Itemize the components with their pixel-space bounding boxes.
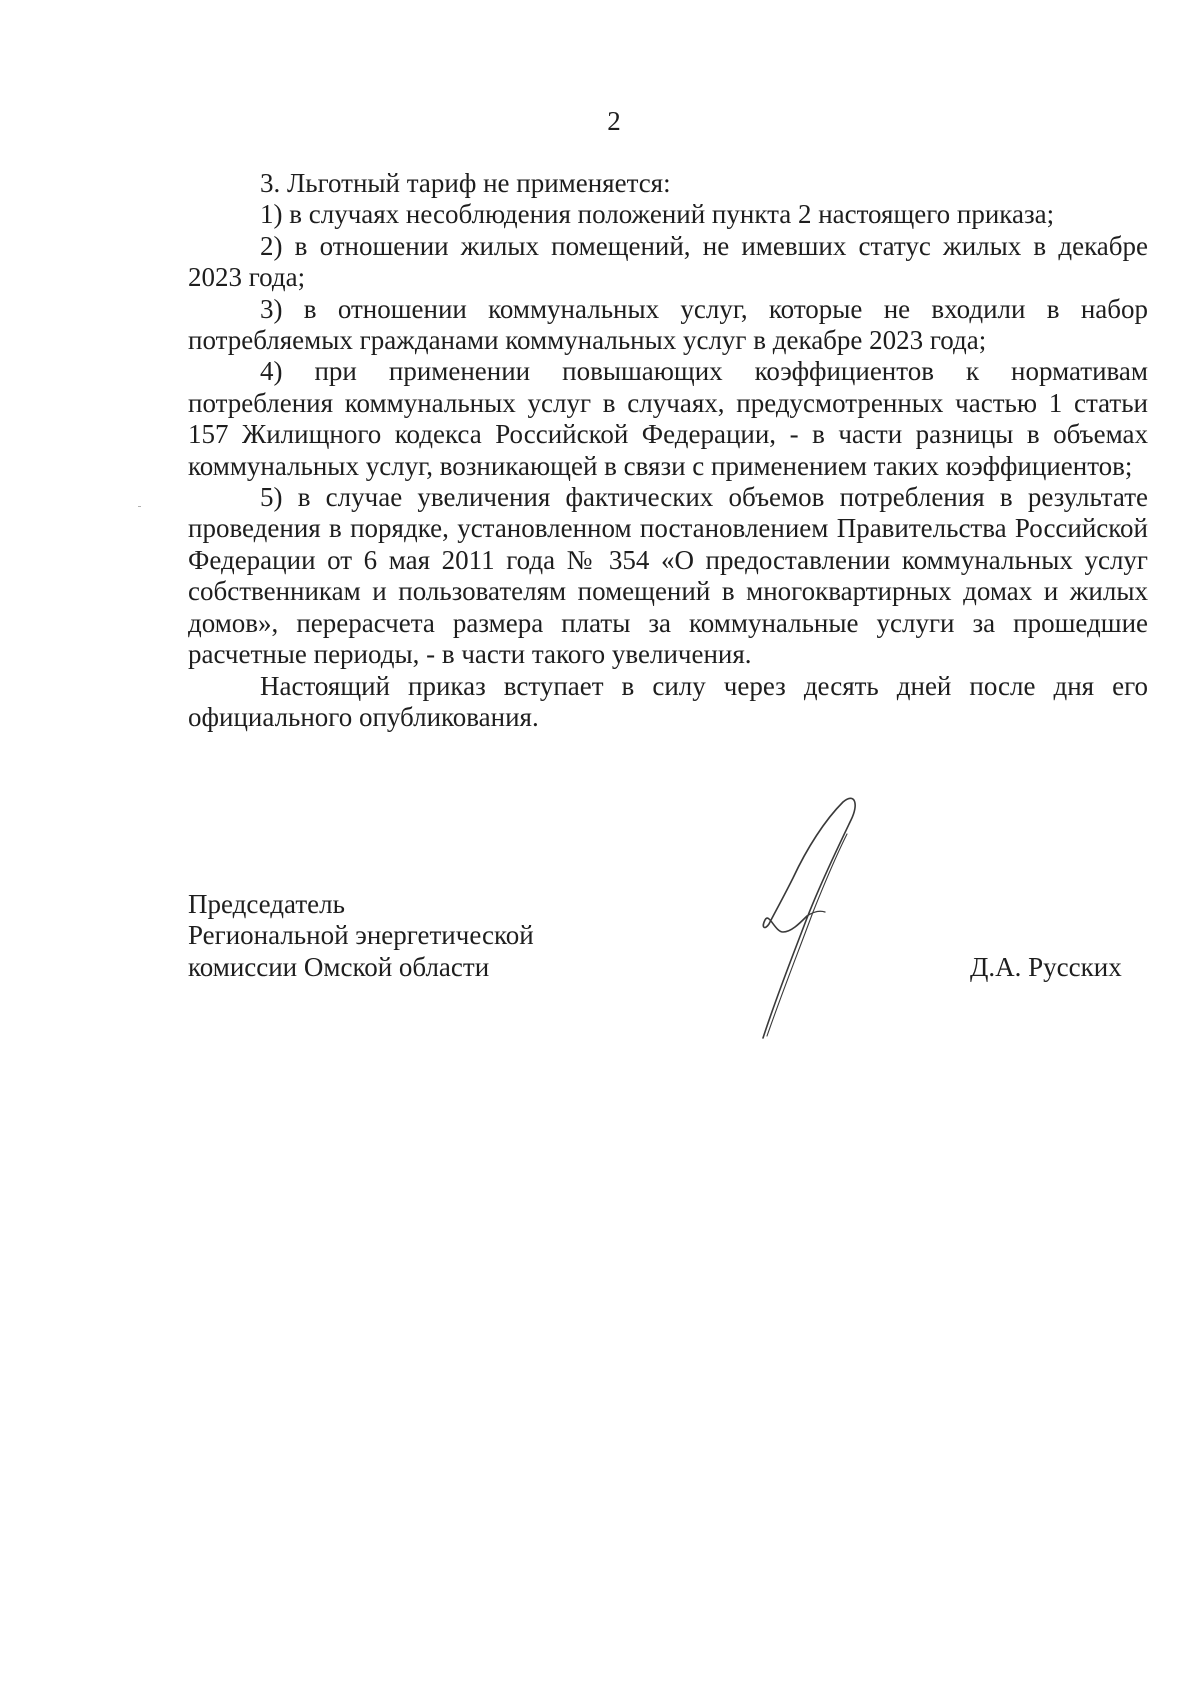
page-number: 2 <box>607 106 621 136</box>
paragraph-item-3: 3. Льготный тариф не применяется: <box>260 168 671 198</box>
paragraph-subitem-5: 5) в случае увеличения фактических объемов потребления в результате проведения в порядке, установленном постановлением Правительства Российской Федерации от 6 мая 2011 года № 354 «О предоставлении коммунальных услуг собственникам и пользователям помещений в многоквартирных домах и жилых домов», перерасчета размера платы за коммунальные услуги за прошедшие расчетные периоды, - в части такого увеличения. <box>188 482 1148 670</box>
document-body <box>188 168 1148 733</box>
signer-name: Д.А. Русских <box>970 952 1122 982</box>
signature-stroke-main <box>763 798 855 1038</box>
signer-title-line: Региональной энергетической <box>188 920 534 951</box>
handwritten-signature <box>755 790 865 1040</box>
paragraph-subitem-2: 2) в отношении жилых помещений, не имевших статус жилых в декабре 2023 года; <box>188 230 1148 293</box>
paragraph-subitem-4: 4) при применении повышающих коэффициентов к нормативам потребления коммунальных услуг в случаях, предусмотренных частью 1 статьи 157 Жилищного кодекса Российской Федерации, - в части разницы в объемах коммунальных услуг, возникающей в связи с применением таких коэффициентов; <box>188 356 1148 481</box>
paragraph-subitem-1: 1) в случаях несоблюдения положений пункта 2 настоящего приказа; <box>260 199 1055 230</box>
paragraph-effective-date: Настоящий приказ вступает в силу через десять дней после дня его официального опубликования. <box>188 670 1148 732</box>
scan-speck <box>138 506 141 507</box>
signature-stroke-second <box>767 834 847 1036</box>
paragraph-subitem-3: 3) в отношении коммунальных услуг, которые не входили в набор потребляемых гражданами коммунальных услуг в декабре 2023 года; <box>188 293 1148 356</box>
signer-title-block <box>188 889 534 983</box>
signer-title-line: Председатель <box>188 889 345 919</box>
signer-title-line: комиссии Омской области <box>188 951 490 982</box>
